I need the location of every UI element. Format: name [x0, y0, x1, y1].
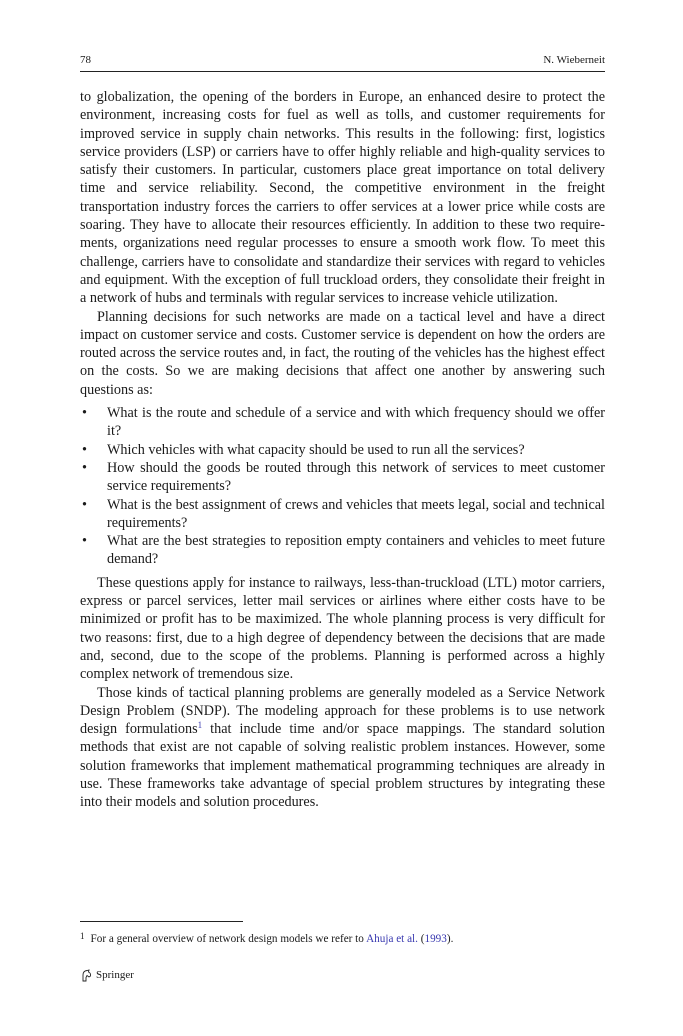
paragraph-4-text-b: that include time and/or space mappings. The standard solution methods that exist are not capable of solving realistic problem instances. However, some solution frameworks that implement mathematical programming techniques are already in use. These frameworks take advantage of special problem structures by integrating these into their models and solution procedures. — [80, 721, 605, 811]
list-item — [80, 532, 605, 569]
running-author: N. Wieberneit — [543, 54, 605, 66]
paragraph-1: to globalization, the opening of the borders in Europe, an enhanced desire to protect the environment, increasing costs for fuel as well as tolls, and customer requirements for improved service in supply chain networks. This results in the following: first, logistics service providers (LSP) or carriers have to offer highly reliable and high-quality services to satisfy their customers. In particular, customers place great importance on total delivery time and service reliability. Second, the competitive environment in the freight transportation industry forces the carriers to offer services at a lower price while costs are soaring. They have to allocate their resources efficiently. In addition to these two requirements, organizations need regular processes to ensure a smooth work flow. To meet this challenge, carriers have to consolidate and standardize their services with regard to vehicles and equipment. With the exception of full truckload orders, they consolidate their freight in a network of hubs and terminals with regular services to increase vehicle utilization. — [80, 89, 605, 307]
bullet-icon: • — [82, 405, 87, 422]
footnote-ref-link[interactable]: 1 — [197, 720, 203, 731]
footnote-number: 1 — [80, 931, 85, 941]
footnote-text: For a general overview of network design models we refer to — [90, 933, 367, 945]
paragraph-4-text-a: Those kinds of tactical planning problems are generally modeled as a Service Network Design Problem (SNDP). The modeling approach for these problems is to use network design formulations — [80, 684, 605, 738]
bullet-icon: • — [82, 533, 87, 550]
bullet-icon: • — [82, 496, 87, 513]
list-item-text: What is the route and schedule of a service and with which frequency should we offer it? — [107, 405, 605, 440]
running-header — [80, 51, 605, 69]
list-item — [80, 441, 605, 459]
page-number: 78 — [80, 54, 91, 66]
citation-close: ). — [446, 933, 454, 945]
citation-open: ( — [417, 933, 425, 945]
header-rule — [80, 71, 605, 72]
list-item — [80, 459, 605, 496]
citation-year-link[interactable]: 1993 — [424, 933, 447, 945]
paragraph-3: These questions apply for instance to railways, less-than-truckload (LTL) motor carriers, express or parcel services, letter mail services or airlines where either costs have to be minimized or profit has to be maximized. The whole planning process is very difficult for two reasons: first, due to a high degree of dependency between the decisions that are made and, second, due to the scope of the problems. Planning is performed across a highly complex network of tremendous size. — [80, 574, 605, 683]
paragraph-2: Planning decisions for such networks are made on a tactical level and have a direct impact on customer service and costs. Customer service is dependent on how the orders are routed across the service routes and, in fact, the routing of the vehicles has the highest effect on the costs. So we are making decisions that affect one another by answering such questions as: — [80, 308, 605, 398]
bullet-icon: • — [82, 459, 87, 476]
springer-horse-icon — [80, 969, 93, 982]
publisher-mark — [80, 966, 134, 984]
list-item — [80, 404, 605, 441]
citation-author-link[interactable]: Ahuja et al. — [366, 933, 418, 945]
bullet-icon: • — [82, 441, 87, 458]
footnote — [80, 928, 605, 947]
body-text — [80, 88, 605, 812]
publisher-name: Springer — [96, 969, 134, 981]
list-item-text: What are the best strategies to reposition empty containers and vehicles to meet future demand? — [107, 533, 605, 568]
list-item-text: How should the goods be routed through this network of services to meet customer service requirements? — [107, 459, 605, 495]
list-item-text: What is the best assignment of crews and vehicles that meets legal, social and technical requirements? — [107, 496, 605, 531]
list-item — [80, 496, 605, 533]
footnote-rule — [80, 921, 243, 922]
list-item-text: Which vehicles with what capacity should be used to run all the services? — [107, 441, 525, 458]
question-list — [80, 404, 605, 569]
paragraph-4 — [80, 684, 605, 812]
